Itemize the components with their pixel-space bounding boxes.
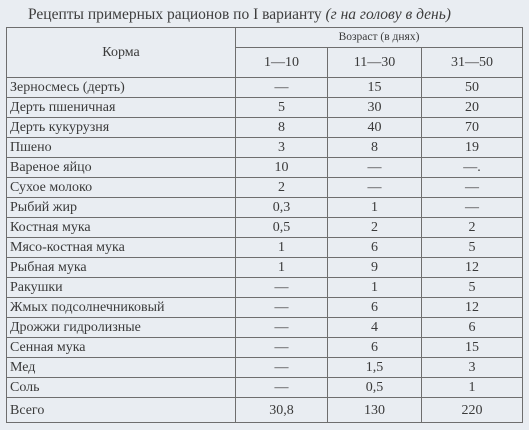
value-cell: — [328, 158, 422, 178]
value-cell: 1 [422, 378, 523, 398]
value-cell: 5 [236, 98, 328, 118]
value-cell: 15 [422, 338, 523, 358]
table-row [7, 398, 523, 423]
table-body [7, 78, 523, 423]
table-row [7, 238, 523, 258]
value-cell: 0,3 [236, 198, 328, 218]
value-cell: 40 [328, 118, 422, 138]
table-row [7, 78, 523, 98]
value-cell: 3 [422, 358, 523, 378]
value-cell: 1,5 [328, 358, 422, 378]
value-cell: — [236, 298, 328, 318]
table-row [7, 118, 523, 138]
table-row [7, 98, 523, 118]
value-cell: 5 [422, 278, 523, 298]
feed-name-cell: Мясо-костная мука [7, 238, 236, 258]
table-row [7, 298, 523, 318]
feed-name-cell: Сенная мука [7, 338, 236, 358]
table-row [7, 338, 523, 358]
value-cell: — [236, 78, 328, 98]
value-cell: 19 [422, 138, 523, 158]
value-cell: 12 [422, 258, 523, 278]
value-cell: 12 [422, 298, 523, 318]
feed-name-cell: Вареное яйцо [7, 158, 236, 178]
value-cell: 8 [236, 118, 328, 138]
value-cell: — [236, 278, 328, 298]
feed-name-cell: Всего [7, 398, 236, 423]
value-cell: 50 [422, 78, 523, 98]
value-cell: 0,5 [236, 218, 328, 238]
value-cell: 6 [328, 298, 422, 318]
value-cell: 6 [328, 338, 422, 358]
value-cell: 30,8 [236, 398, 328, 423]
table-row [7, 198, 523, 218]
value-cell: 1 [328, 278, 422, 298]
value-cell: — [236, 318, 328, 338]
value-cell: 15 [328, 78, 422, 98]
title-main: Рецепты примерных рационов по I варианту [28, 6, 322, 23]
table-row [7, 138, 523, 158]
feed-name-cell: Костная мука [7, 218, 236, 238]
table-row [7, 158, 523, 178]
value-cell: 1 [236, 258, 328, 278]
table-row [7, 178, 523, 198]
value-cell: — [236, 338, 328, 358]
value-cell: — [236, 378, 328, 398]
value-cell: 6 [422, 318, 523, 338]
table-row [7, 378, 523, 398]
value-cell: 0,5 [328, 378, 422, 398]
value-cell: 220 [422, 398, 523, 423]
feed-name-cell: Рыбий жир [7, 198, 236, 218]
value-cell: 20 [422, 98, 523, 118]
feed-name-cell: Мед [7, 358, 236, 378]
value-cell: — [422, 198, 523, 218]
ration-table [6, 27, 523, 423]
value-cell: —. [422, 158, 523, 178]
feed-name-cell: Сухое молоко [7, 178, 236, 198]
table-row [7, 318, 523, 338]
value-cell: 6 [328, 238, 422, 258]
table-row [7, 258, 523, 278]
value-cell: 2 [236, 178, 328, 198]
age-group-header: 1—10 [236, 48, 328, 78]
table-row [7, 278, 523, 298]
feed-name-cell: Соль [7, 378, 236, 398]
value-cell: 2 [328, 218, 422, 238]
table-row [7, 218, 523, 238]
feed-name-cell: Жмых подсолнечниковый [7, 298, 236, 318]
value-cell: 130 [328, 398, 422, 423]
age-group-header: 11—30 [328, 48, 422, 78]
value-cell: 1 [236, 238, 328, 258]
value-cell: 1 [328, 198, 422, 218]
value-cell: 5 [422, 238, 523, 258]
feed-name-cell: Ракушки [7, 278, 236, 298]
feed-name-cell: Дрожжи гидролизные [7, 318, 236, 338]
feed-column-header: Корма [7, 28, 236, 78]
age-column-header: Возраст (в днях) [236, 28, 523, 48]
value-cell: 2 [422, 218, 523, 238]
title-note: (г на голову в день) [325, 6, 451, 23]
value-cell: 70 [422, 118, 523, 138]
feed-name-cell: Дерть кукурузня [7, 118, 236, 138]
value-cell: — [328, 178, 422, 198]
value-cell: 8 [328, 138, 422, 158]
age-group-header: 31—50 [422, 48, 523, 78]
feed-name-cell: Рыбная мука [7, 258, 236, 278]
table-row [7, 358, 523, 378]
feed-name-cell: Дерть пшеничная [7, 98, 236, 118]
feed-name-cell: Пшено [7, 138, 236, 158]
value-cell: — [422, 178, 523, 198]
value-cell: 10 [236, 158, 328, 178]
value-cell: 3 [236, 138, 328, 158]
page-title [28, 6, 451, 24]
value-cell: 30 [328, 98, 422, 118]
feed-name-cell: Зерносмесь (дерть) [7, 78, 236, 98]
value-cell: 9 [328, 258, 422, 278]
value-cell: — [236, 358, 328, 378]
value-cell: 4 [328, 318, 422, 338]
